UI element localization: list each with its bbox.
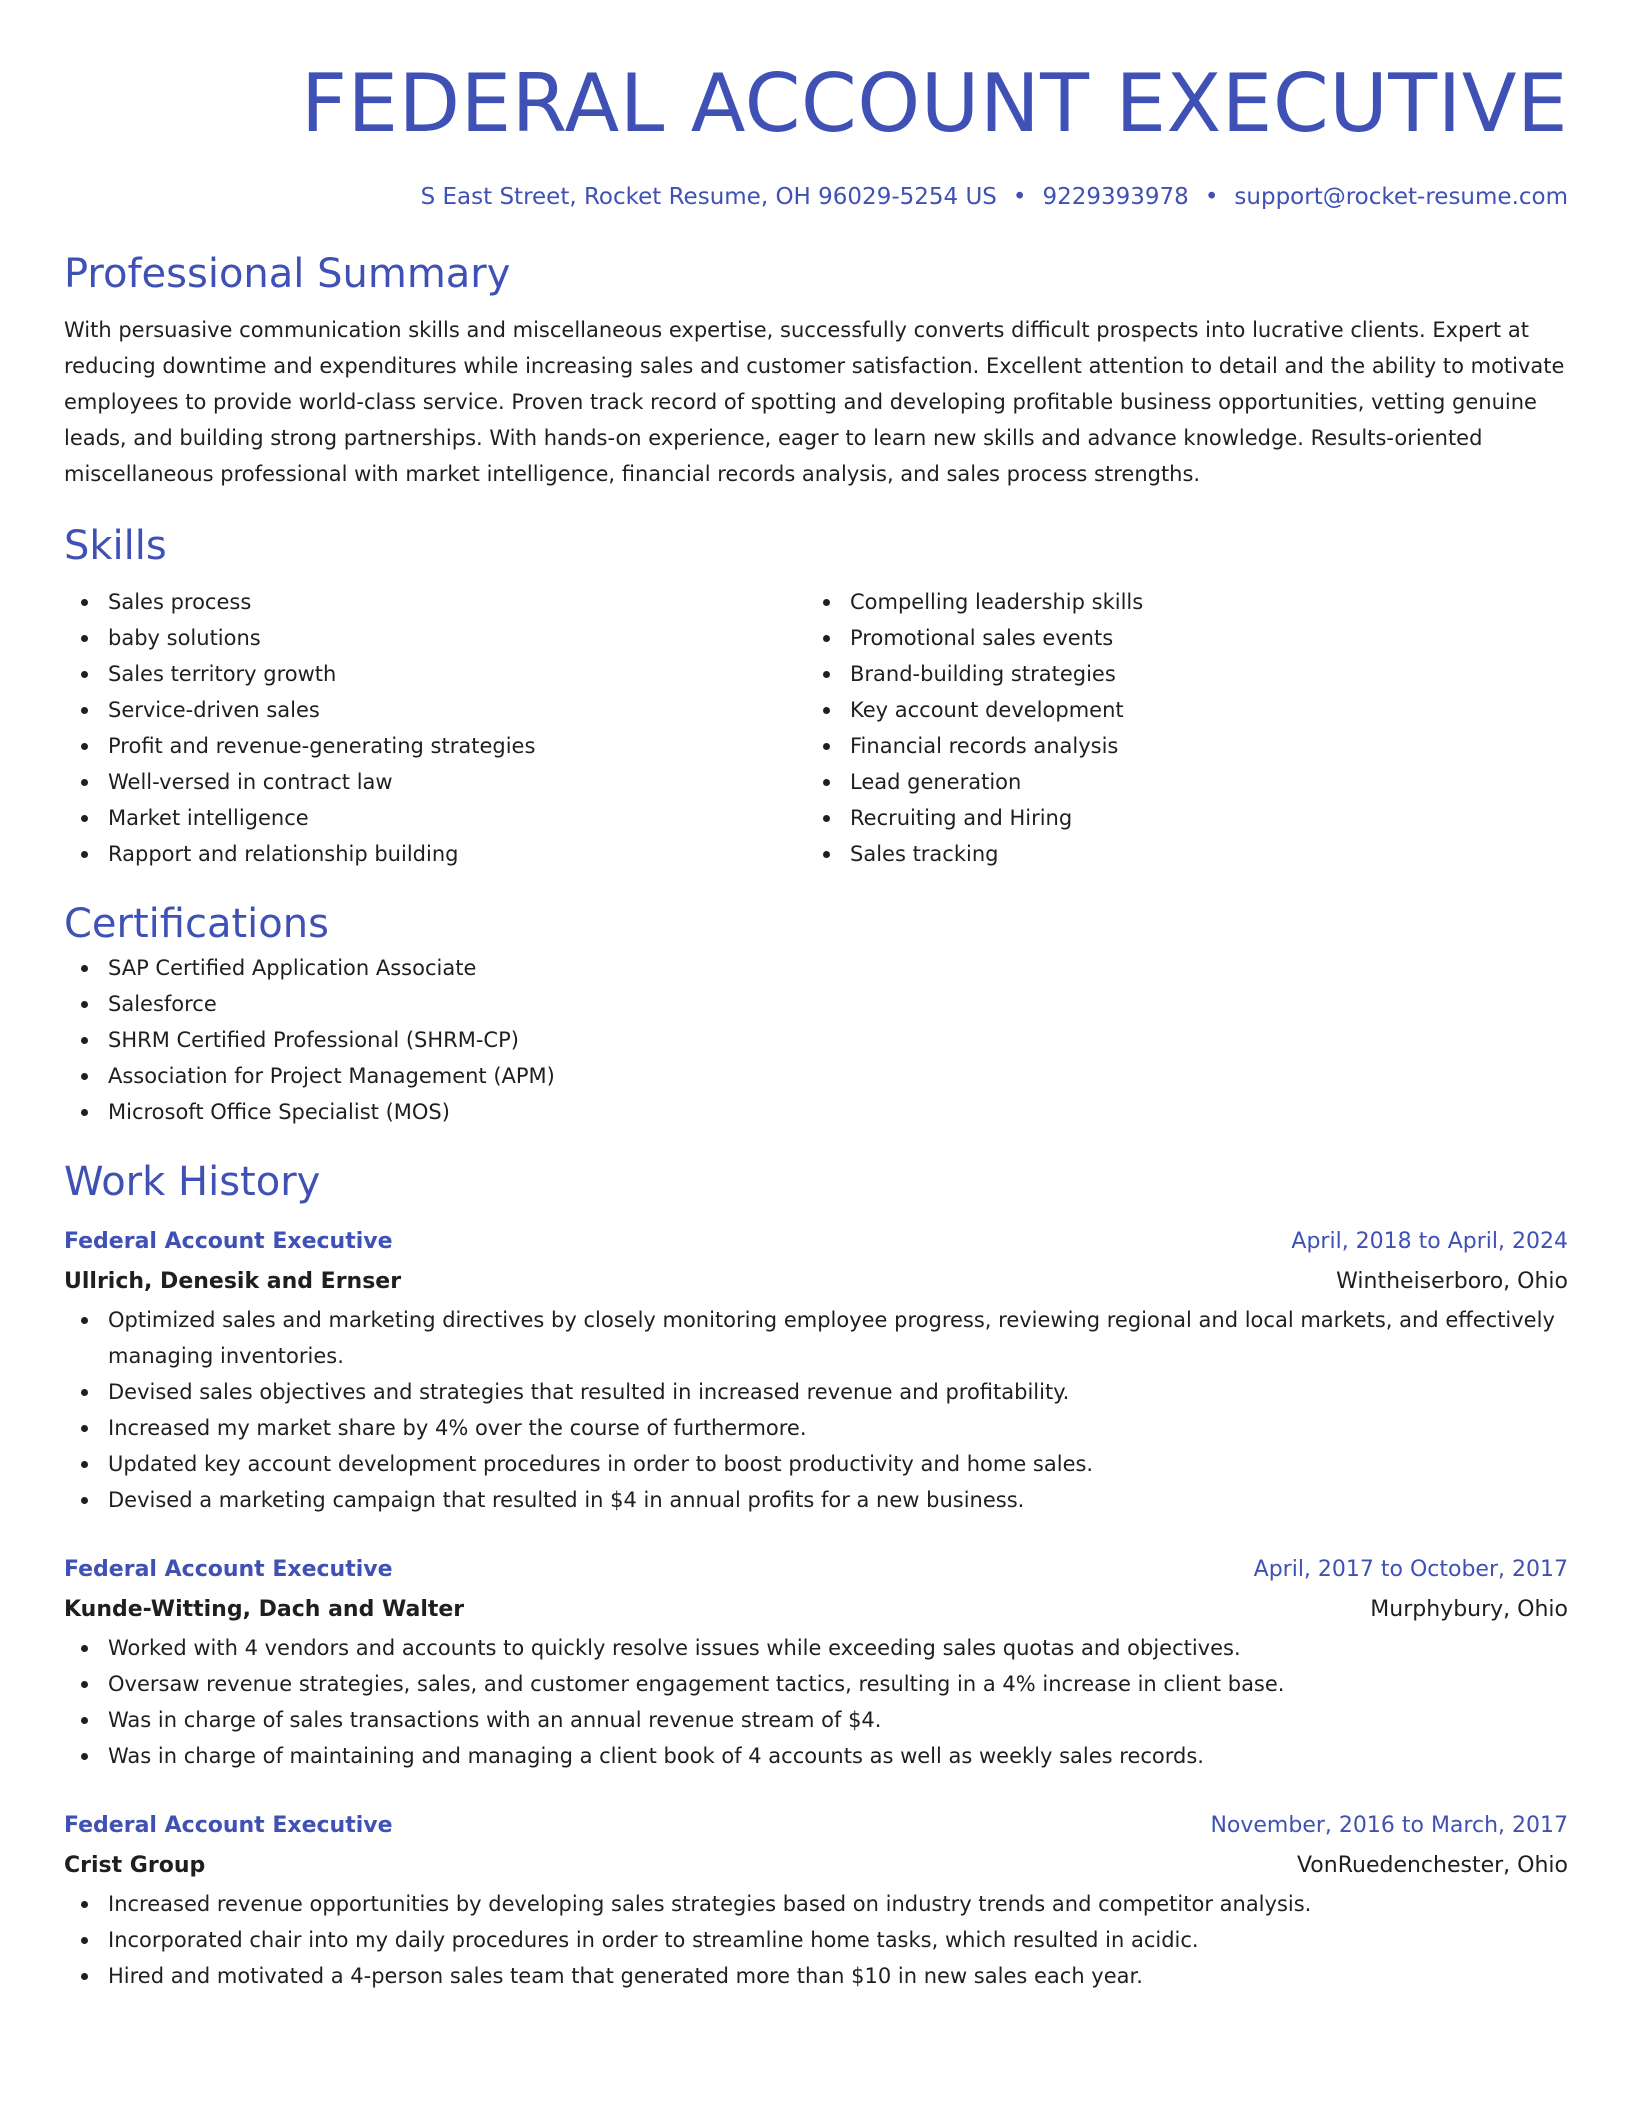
- job-bullet: Hired and motivated a 4-person sales team that generated more than $10 in new sales each year.: [64, 1958, 1568, 1994]
- skills-list-left: [64, 584, 806, 872]
- resume-name: FEDERAL ACCOUNT EXECUTIVE: [300, 57, 1568, 150]
- skills-column-left: [64, 584, 806, 872]
- job-bullet: Incorporated chair into my daily procedures in order to streamline home tasks, which resulted in acidic.: [64, 1922, 1568, 1958]
- job-company: Ullrich, Denesik and Ernser: [64, 1269, 402, 1294]
- job-company-row: [64, 1590, 1568, 1630]
- skill-item: Sales process: [64, 584, 806, 620]
- resume-header: [64, 58, 1568, 212]
- skills-column-right: [806, 584, 1548, 872]
- job-header-row: [64, 1806, 1568, 1846]
- certifications-list: [64, 950, 1568, 1130]
- skill-item: Service-driven sales: [64, 692, 806, 728]
- contact-address: S East Street, Rocket Resume, OH 96029-5254 US: [420, 184, 997, 210]
- job-bullet: Devised sales objectives and strategies that resulted in increased revenue and profitability.: [64, 1374, 1568, 1410]
- skill-item: Rapport and relationship building: [64, 836, 806, 872]
- job-bullet-list: [64, 1886, 1568, 1994]
- certification-item: Microsoft Office Specialist (MOS): [64, 1094, 1568, 1130]
- certifications-section: [64, 898, 1568, 1130]
- skill-item: Key account development: [806, 692, 1548, 728]
- job-company-row: [64, 1846, 1568, 1886]
- skills-section: [64, 520, 1568, 872]
- skill-item: Sales tracking: [806, 836, 1548, 872]
- job-location: VonRuedenchester, Ohio: [1296, 1853, 1568, 1878]
- contact-phone[interactable]: 9229393978: [1042, 184, 1189, 210]
- skills-grid: [64, 584, 1568, 872]
- job-bullet: Updated key account development procedures in order to boost productivity and home sales.: [64, 1446, 1568, 1482]
- job-bullet-list: [64, 1302, 1568, 1518]
- skill-item: Well-versed in contract law: [64, 764, 806, 800]
- job-bullet: Oversaw revenue strategies, sales, and customer engagement tactics, resulting in a 4% increase in client base.: [64, 1666, 1568, 1702]
- work-history-section: [64, 1156, 1568, 1994]
- job-title: Federal Account Executive: [64, 1557, 393, 1582]
- skill-item: Lead generation: [806, 764, 1548, 800]
- job-bullet: Devised a marketing campaign that resulted in $4 in annual profits for a new business.: [64, 1482, 1568, 1518]
- certification-item: Association for Project Management (APM): [64, 1058, 1568, 1094]
- certification-item: SHRM Certified Professional (SHRM-CP): [64, 1022, 1568, 1058]
- job-bullet-list: [64, 1630, 1568, 1774]
- job-bullet: Was in charge of sales transactions with an annual revenue stream of $4.: [64, 1702, 1568, 1738]
- job-company: Kunde-Witting, Dach and Walter: [64, 1597, 465, 1622]
- job-company: Crist Group: [64, 1853, 206, 1878]
- job-dates: April, 2017 to October, 2017: [1253, 1557, 1568, 1582]
- contact-line: [64, 182, 1568, 212]
- contact-email[interactable]: support@rocket-resume.com: [1234, 184, 1568, 210]
- section-title-work-history: Work History: [64, 1159, 321, 1205]
- skill-item: Market intelligence: [64, 800, 806, 836]
- certification-item: Salesforce: [64, 986, 1568, 1022]
- job-entry: [64, 1550, 1568, 1774]
- contact-separator: •: [1204, 184, 1219, 210]
- job-title: Federal Account Executive: [64, 1229, 393, 1254]
- job-dates: November, 2016 to March, 2017: [1210, 1813, 1568, 1838]
- certification-item: SAP Certified Application Associate: [64, 950, 1568, 986]
- skill-item: Promotional sales events: [806, 620, 1548, 656]
- contact-separator: •: [1012, 184, 1027, 210]
- job-bullet: Worked with 4 vendors and accounts to quickly resolve issues while exceeding sales quotas and objectives.: [64, 1630, 1568, 1666]
- section-title-summary: Professional Summary: [64, 251, 511, 297]
- job-dates: April, 2018 to April, 2024: [1291, 1229, 1568, 1254]
- job-bullet: Was in charge of maintaining and managing a client book of 4 accounts as well as weekly sales records.: [64, 1738, 1568, 1774]
- section-title-skills: Skills: [64, 523, 167, 569]
- skill-item: baby solutions: [64, 620, 806, 656]
- job-company-row: [64, 1262, 1568, 1302]
- skill-item: Sales territory growth: [64, 656, 806, 692]
- job-bullet: Optimized sales and marketing directives by closely monitoring employee progress, reviewing regional and local markets, and effectively managing inventories.: [64, 1302, 1568, 1374]
- job-entry: [64, 1222, 1568, 1518]
- job-title: Federal Account Executive: [64, 1813, 393, 1838]
- summary-section: [64, 248, 1568, 492]
- job-header-row: [64, 1222, 1568, 1262]
- job-header-row: [64, 1550, 1568, 1590]
- job-bullet: Increased revenue opportunities by developing sales strategies based on industry trends and competitor analysis.: [64, 1886, 1568, 1922]
- skill-item: Recruiting and Hiring: [806, 800, 1548, 836]
- job-location: Wintheiserboro, Ohio: [1336, 1269, 1568, 1294]
- section-title-certifications: Certifications: [64, 901, 329, 947]
- skill-item: Brand-building strategies: [806, 656, 1548, 692]
- job-bullet: Increased my market share by 4% over the course of furthermore.: [64, 1410, 1568, 1446]
- skills-list-right: [806, 584, 1548, 872]
- summary-text: With persuasive communication skills and miscellaneous expertise, successfully converts difficult prospects into lucrative clients. Expert at reducing downtime and expenditures while increasing sales and customer satisfaction. Excellent attention to detail and the ability to motivate employees to provide world-class service. Proven track record of spotting and developing profitable business opportunities, vetting genuine leads, and building strong partnerships. With hands-on experience, eager to learn new skills and advance knowledge. Results-oriented miscellaneous professional with market intelligence, financial records analysis, and sales process strengths.: [64, 318, 1565, 486]
- job-location: Murphybury, Ohio: [1370, 1597, 1568, 1622]
- skill-item: Financial records analysis: [806, 728, 1548, 764]
- skill-item: Compelling leadership skills: [806, 584, 1548, 620]
- job-entry: [64, 1806, 1568, 1994]
- skill-item: Profit and revenue-generating strategies: [64, 728, 806, 764]
